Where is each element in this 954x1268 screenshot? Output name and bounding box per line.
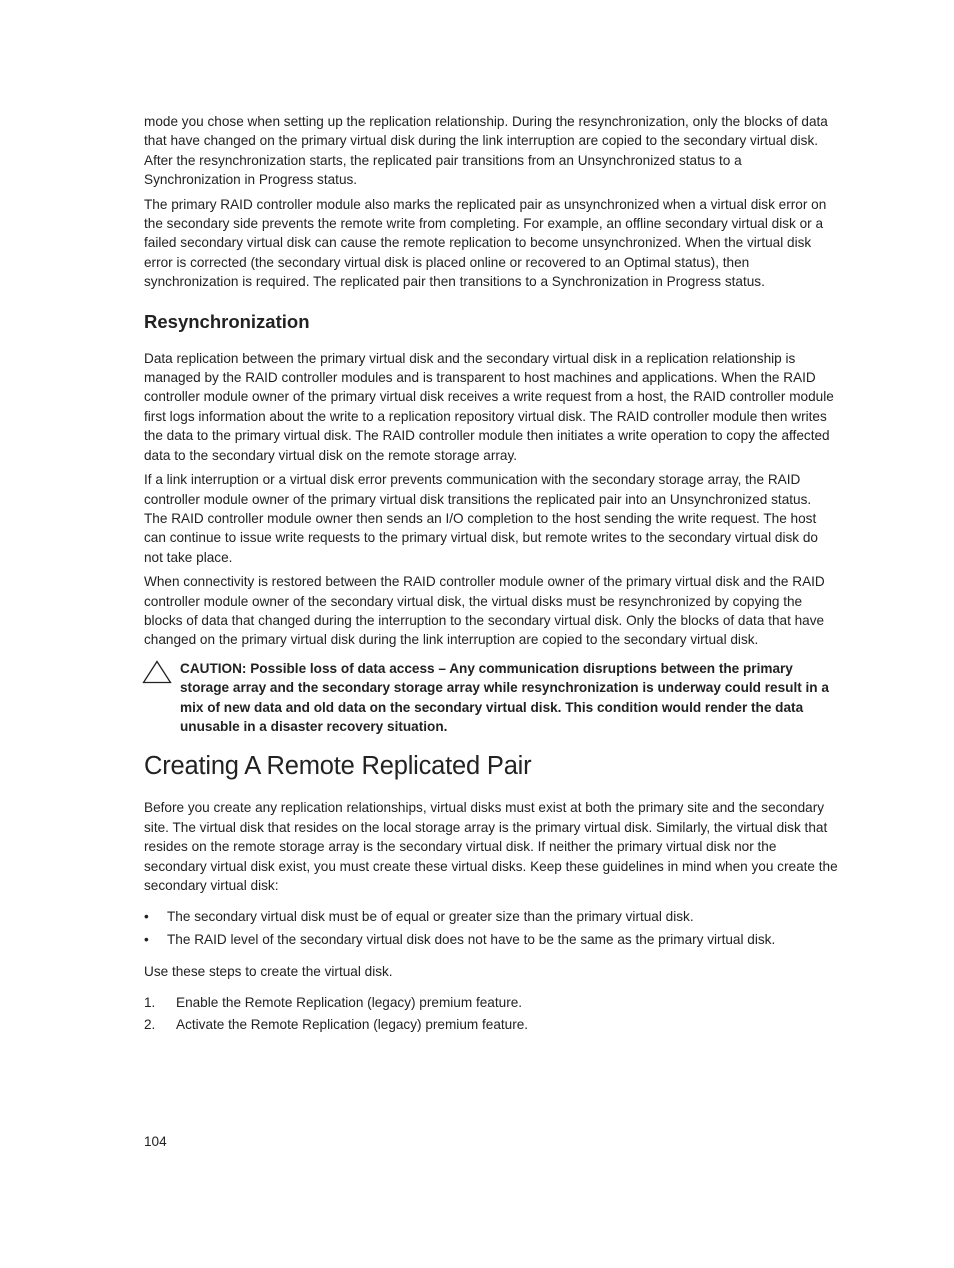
list-item-text: The RAID level of the secondary virtual disk does not have to be the same as the primary virtual disk.	[167, 932, 776, 948]
step-item	[144, 1015, 838, 1034]
step-item	[144, 993, 838, 1012]
guideline-list	[144, 907, 838, 949]
body-paragraph: Before you create any replication relationships, virtual disks must exist at both the primary site and the secondary site. The virtual disk that resides on the local storage array is the primary virtual disk. Similarly, the virtual disk that resides on the remote storage array is the secondary virtual disk. If neither the primary virtual disk nor the secondary virtual disk exist, you must create these virtual disks. Keep these guidelines in mind when you create the secondary virtual disk:	[144, 800, 838, 893]
list-item	[144, 907, 838, 926]
caution-note	[144, 659, 838, 737]
bullet-glyph: •	[144, 909, 149, 925]
section-heading-resynchronization: Resynchronization	[144, 310, 310, 332]
steps-list	[144, 993, 838, 1034]
page-number: 104	[144, 1134, 167, 1149]
step-text: Activate the Remote Replication (legacy) premium feature.	[176, 1017, 529, 1033]
warning-triangle-icon	[142, 660, 172, 689]
body-paragraph: mode you chose when setting up the replication relationship. During the resynchronization, only the blocks of data that have changed on the primary virtual disk during the link interruption are copied to the secondary virtual disk. After the resynchronization starts, the replicated pair transitions from an Unsynchronized status to a Synchronization in Progress status.	[144, 114, 828, 188]
body-paragraph: Data replication between the primary virtual disk and the secondary virtual disk in a replication relationship is managed by the RAID controller modules and is transparent to host machines and applications. When the RAID controller module owner of the primary virtual disk receives a write request from a host, the RAID controller module first logs information about the write to a replication repository virtual disk. The RAID controller module then writes the data to the primary virtual disk. The RAID controller module then initiates a write operation to copy the affected data to the secondary virtual disk on the remote storage array.	[144, 350, 834, 463]
step-number: 1.	[144, 995, 156, 1011]
caution-text: CAUTION: Possible loss of data access – Any communication disruptions between the primary storage array and the secondary storage array while resynchronization is underway could result in a mix of new data and old data on the secondary virtual disk. This condition would render the data unusable in a disaster recovery situation.	[180, 660, 829, 734]
body-paragraph: When connectivity is restored between the RAID controller module owner of the primary virtual disk and the RAID controller module owner of the secondary virtual disk, the virtual disks must be resynchronized by copying the blocks of data that changed during the interruption to the secondary virtual disk. Only the blocks of data that have changed on the primary virtual disk during the link interruption are copied to the secondary virtual disk.	[144, 574, 825, 648]
list-item	[144, 930, 838, 949]
bullet-glyph: •	[144, 932, 149, 948]
body-paragraph: The primary RAID controller module also marks the replicated pair as unsynchronized when a virtual disk error on the secondary side prevents the remote write from completing. For example, an offline secondary virtual disk or a failed secondary virtual disk can cause the remote replication to become unsynchronized. When the virtual disk error is corrected (the secondary virtual disk is placed online or recovered to an Optimal status), then synchronization is required. The replicated pair then transitions to a Synchronization in Progress status.	[144, 196, 827, 290]
step-text: Enable the Remote Replication (legacy) premium feature.	[176, 995, 523, 1011]
document-page	[144, 112, 838, 1037]
step-number: 2.	[144, 1017, 156, 1033]
list-item-text: The secondary virtual disk must be of equal or greater size than the primary virtual disk.	[167, 909, 694, 925]
chapter-heading-creating-remote-replicated-pair: Creating A Remote Replicated Pair	[144, 752, 532, 781]
body-paragraph: If a link interruption or a virtual disk error prevents communication with the secondary storage array, the RAID controller module owner of the primary virtual disk transitions the replicated pair into an Unsynchronized status. The RAID controller module owner then sends an I/O completion to the host sending the write request. The host can continue to issue write requests to the primary virtual disk, but remote writes to the secondary virtual disk do not take place.	[144, 472, 818, 565]
body-paragraph: Use these steps to create the virtual disk.	[144, 963, 393, 979]
